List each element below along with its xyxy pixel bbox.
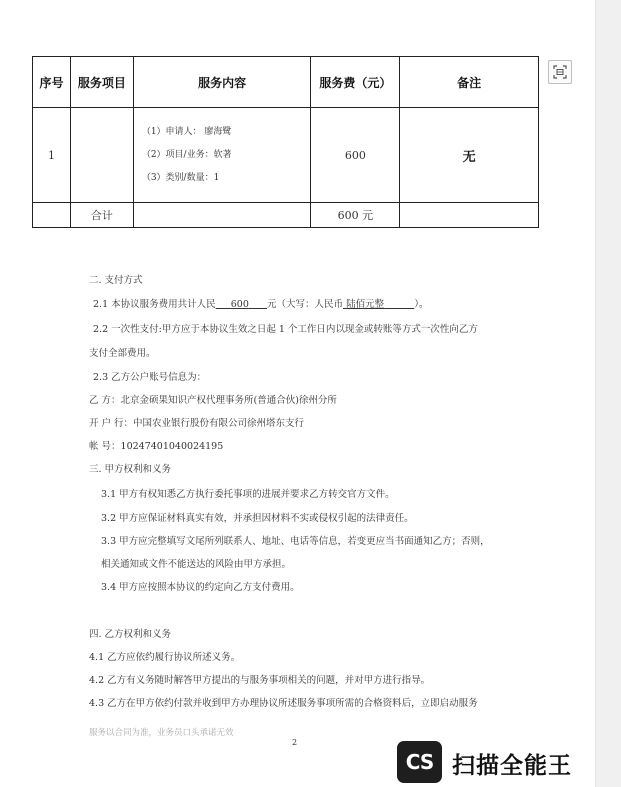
page-number: 2 xyxy=(292,738,298,747)
clause-3-3-cont: 相关通知或文件不能送达的风险由甲方承担。 xyxy=(101,559,292,570)
clause-2-3: 2.3 乙方公户账号信息为： xyxy=(93,372,207,383)
clause-3-4: 3.4 甲方应按照本协议的约定向乙方支付费用。 xyxy=(101,582,300,593)
cell-remark: 无 xyxy=(400,108,539,203)
service-table xyxy=(32,56,539,228)
table-header-row xyxy=(33,57,539,108)
detail-applicant: （1）申请人： 廖海鹭 xyxy=(141,126,232,137)
amount-upper-field: 陆佰元整 xyxy=(346,299,385,310)
clause-2-1: 2.1 本协议服务费用共计人民 600 元（大写：人民币 陆佰元整 ）。 xyxy=(93,299,429,310)
detail-project: （2）项目/业务：软著 xyxy=(141,149,232,160)
clause-2-2-cont: 支付全部费用。 xyxy=(89,348,156,359)
total-fee: 600 元 xyxy=(311,203,400,228)
right-scroll-strip[interactable] xyxy=(595,0,621,787)
section-title: 四. 乙方权利和义务 xyxy=(89,629,172,640)
header-index: 序号 xyxy=(33,57,71,108)
clause-2-2: 2.2 一次性支付:甲方应于本协议生效之日起 1 个工作日内以现金或转账等方式一次性向乙方 xyxy=(93,324,478,335)
header-remark: 备注 xyxy=(400,57,539,108)
section-title: 三. 甲方权利和义务 xyxy=(89,464,172,475)
clause-4-1: 4.1 乙方应依约履行协议所述义务。 xyxy=(89,652,241,663)
clause-4-2: 4.2 乙方有义务随时解答甲方提出的与服务事项相关的问题，并对甲方进行指导。 xyxy=(89,675,431,686)
account-number: 帐 号：10247401040024195 xyxy=(89,441,224,452)
header-service-item: 服务项目 xyxy=(70,57,133,108)
header-fee: 服务费（元） xyxy=(311,57,400,108)
clause-3-2: 3.2 甲方应保证材料真实有效，并承担因材料不实或侵权引起的法律责任。 xyxy=(101,513,414,524)
section-title: 二. 支付方式 xyxy=(89,275,143,286)
bank-name: 开 户 行：中国农业银行股份有限公司徐州塔东支行 xyxy=(89,418,305,429)
clause-4-3: 4.3 乙方在甲方依约付款并收到甲方办理协议所述服务事项所需的合格资料后，立即启动服务 xyxy=(89,698,478,709)
cell-fee: 600 xyxy=(311,108,400,203)
cell-item xyxy=(70,108,133,203)
camscanner-logo: CS xyxy=(397,741,442,783)
brand-watermark: 扫描全能王 xyxy=(452,753,572,779)
clause-3-3: 3.3 甲方应完整填写文尾所列联系人、地址、电话等信息，若变更应当书面通知乙方；否则， xyxy=(101,536,490,547)
scan-frame-icon xyxy=(553,65,567,79)
party-b: 乙 方：北京金硕果知识产权代理事务所(普通合伙)徐州分所 xyxy=(89,395,337,406)
cell-details xyxy=(133,108,311,203)
cell-index: 1 xyxy=(33,108,71,203)
scan-frame-button[interactable] xyxy=(548,60,572,84)
footer-note: 服务以合同为准，业务员口头承诺无效 xyxy=(89,728,234,738)
clause-3-1: 3.1 甲方有权知悉乙方执行委托事项的进展并要求乙方转交官方文件。 xyxy=(101,489,395,500)
total-label: 合计 xyxy=(70,203,133,228)
amount-field: 600 xyxy=(230,299,249,310)
header-service-content: 服务内容 xyxy=(133,57,311,108)
detail-category: （3）类别/数量：1 xyxy=(141,172,220,183)
table-row xyxy=(33,108,539,203)
table-total-row xyxy=(33,203,539,228)
